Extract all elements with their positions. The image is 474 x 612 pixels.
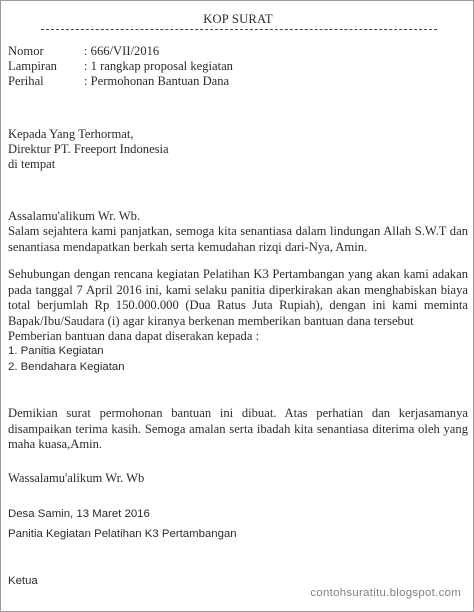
- body-paragraph: [8, 267, 468, 345]
- meta-row-lampiran: [8, 59, 233, 74]
- greeting-text: Assalamu'alikum Wr. Wb.: [8, 209, 141, 223]
- recipient-line: Kepada Yang Terhormat,: [8, 127, 134, 141]
- letter-header-title: KOP SURAT: [203, 12, 273, 26]
- meta-value: : 1 rangkap proposal kegiatan: [84, 59, 233, 73]
- recipient-line: di tempat: [8, 157, 56, 171]
- paragraph-line: pada tanggal 7 April 2016 ini, kami selaku panitia diperkirakan akan menghabiskan biaya: [8, 282, 468, 297]
- meta-label: Lampiran: [8, 59, 57, 73]
- meta-row-nomor: [8, 44, 233, 59]
- signature-committee: Panitia Kegiatan Pelatihan K3 Pertambangan: [8, 527, 237, 540]
- meta-label: Nomor: [8, 44, 44, 58]
- header-divider: [41, 29, 437, 30]
- greeting: [8, 209, 468, 224]
- paragraph-line: Salam sejahtera kami panjatkan, semoga kita senantiasa dalam lindungan Allah S.W.T dan: [8, 224, 468, 238]
- paragraph-line: senantiasa mendapatkan berkah serta kemudahan rizqi dari-Nya, Amin.: [8, 239, 368, 254]
- paragraph-line: Bapak/Ibu/Saudara (i) agar kiranya berkenan memberikan bantuan dana tersebut: [8, 313, 414, 328]
- recipient-list: [8, 344, 468, 375]
- signature-role-text: Ketua: [8, 575, 38, 587]
- farewell-text: Wassalamu'alikum Wr. Wb: [8, 471, 145, 485]
- meta-label: Perihal: [8, 74, 44, 88]
- paragraph-line: maha kuasa,Amin.: [8, 437, 103, 451]
- paragraph-line: total berjumlah Rp 150.000.000 (Dua Ratus Juta Rupiah), dengan ini kami meminta: [8, 298, 468, 312]
- list-item: 1. Panitia Kegiatan: [8, 345, 104, 357]
- paragraph-line: Demikian surat permohonan bantuan ini dibuat. Atas perhatian dan kerjasamanya: [8, 406, 468, 420]
- watermark-text: contohsuratitu.blogspot.com: [310, 587, 461, 599]
- recipient-block: [8, 127, 468, 172]
- meta-value: : Permohonan Bantuan Dana: [84, 74, 230, 88]
- farewell: [8, 471, 468, 486]
- paragraph-line: Sehubungan dengan rencana kegiatan Pelatihan K3 Pertambangan yang akan kami adakan: [8, 267, 468, 281]
- paragraph-line: disampaikan terima kasih. Semoga amalan serta ibadah kita senantiasa diterima oleh yang: [8, 421, 468, 436]
- closing-paragraph: [8, 406, 468, 453]
- meta-row-perihal: [8, 74, 233, 89]
- list-item: 2. Bendahara Kegiatan: [8, 360, 125, 373]
- opening-paragraph: [8, 224, 468, 255]
- signature-place-date: Desa Samin, 13 Maret 2016: [8, 508, 150, 520]
- signature-block: [8, 507, 468, 542]
- letter-meta: [8, 44, 233, 89]
- meta-value: : 666/VII/2016: [84, 44, 160, 58]
- recipient-line: Direktur PT. Freeport Indonesia: [8, 142, 169, 156]
- paragraph-line: Pemberian bantuan dana dapat diserakan kepada :: [8, 329, 260, 343]
